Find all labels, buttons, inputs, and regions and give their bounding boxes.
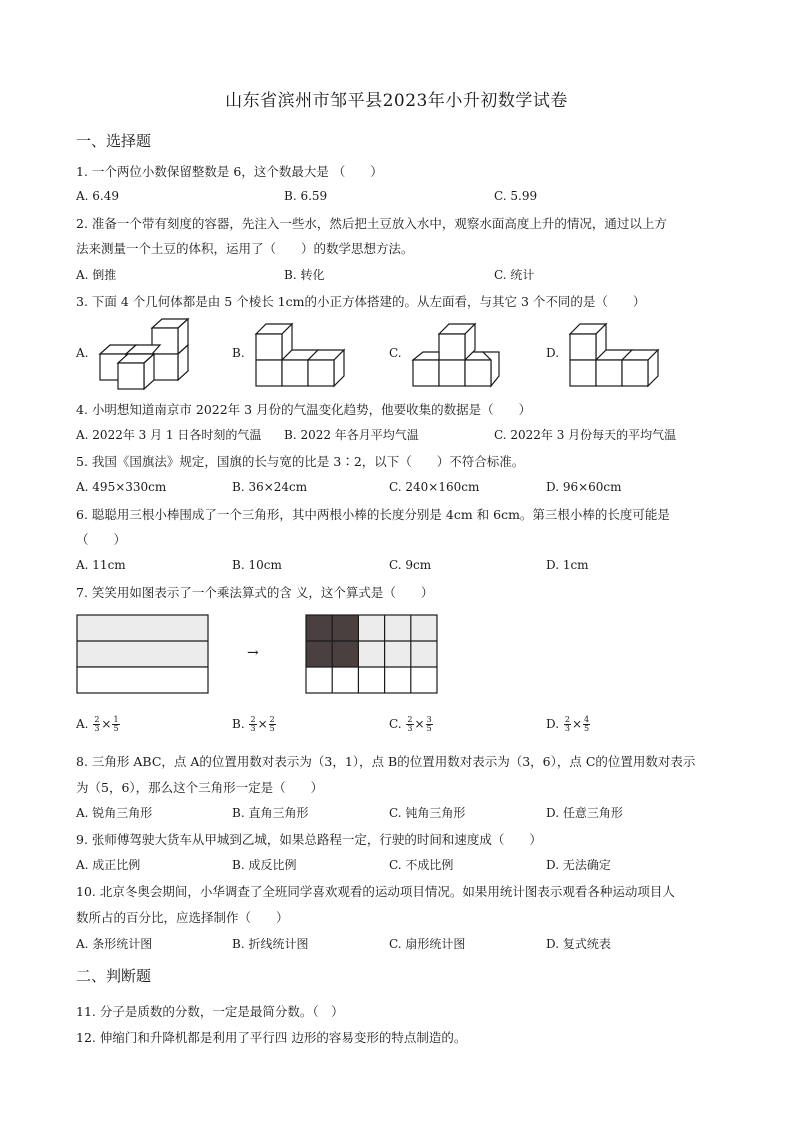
q5-option-c[interactable]: C. 240×160cm: [389, 480, 480, 494]
question-2-line-2: 法来测量一个土豆的体积，运用了（ ）的数学思想方法。: [76, 241, 414, 256]
q3-option-a[interactable]: A.: [76, 346, 89, 360]
page-title: 山东省滨州市邹平县2023年小升初数学试卷: [225, 91, 568, 111]
question-7: 7. 笑笑用如图表示了一个乘法算式的含 义，这个算式是（ ）: [76, 585, 434, 600]
q8-option-b[interactable]: B. 直角三角形: [232, 806, 309, 820]
question-5: 5. 我国《国旗法》规定，国旗的长与宽的比是 3∶2，以下（ ）不符合标准。: [76, 454, 525, 469]
q3-figure-c: [411, 322, 507, 388]
q7-arrow: →: [247, 645, 259, 661]
question-6-line-1: 6. 聪聪用三根小棒围成了一个三角形，其中两根小棒的长度分别是 4cm 和 6cm。第三根小棒的长度可能是: [76, 507, 670, 522]
q6-option-c[interactable]: C. 9cm: [389, 558, 432, 572]
q6-option-a[interactable]: A. 11cm: [76, 558, 126, 572]
q4-option-b[interactable]: B. 2022 年各月平均气温: [284, 428, 419, 442]
section-judge-heading: 二、判断题: [76, 967, 152, 985]
question-12: 12. 伸缩门和升降机都是利用了平行四 边形的容易变形的特点制造的。: [76, 1030, 467, 1045]
question-6-line-2: （ ）: [76, 532, 127, 547]
q10-option-c[interactable]: C. 扇形统计图: [389, 937, 466, 951]
q9-option-d[interactable]: D. 无法确定: [546, 858, 611, 872]
q7-figure-right: [305, 614, 439, 694]
q7-option-a[interactable]: A. $\frac{2}{3}$ × $\frac{1}{5}$: [76, 715, 119, 733]
q8-option-a[interactable]: A. 锐角三角形: [76, 806, 153, 820]
q7-figure-left: [76, 614, 210, 694]
q1-option-a[interactable]: A. 6.49: [76, 189, 120, 203]
q3-figure-a: [98, 318, 194, 392]
q7-option-c[interactable]: C. $\frac{2}{3}$ × $\frac{3}{5}$: [389, 715, 432, 733]
q9-option-b[interactable]: B. 成反比例: [232, 858, 297, 872]
q3-figure-b: [254, 322, 350, 388]
q1-option-b[interactable]: B. 6.59: [284, 189, 328, 203]
q5-option-d[interactable]: D. 96×60cm: [546, 480, 622, 494]
question-10-line-2: 数所占的百分比，应选择制作（ ）: [76, 910, 289, 925]
q4-option-a[interactable]: A. 2022年 3 月 1 日各时刻的气温: [76, 428, 262, 442]
question-10-line-1: 10. 北京冬奥会期间，小华调查了全班同学喜欢观看的运动项目情况。如果用统计图表示观看各种运动项目人: [76, 884, 675, 899]
question-4: 4. 小明想知道南京市 2022年 3 月份的气温变化趋势，他要收集的数据是（ ）: [76, 402, 532, 417]
question-9: 9. 张师傅驾驶大货车从甲城到乙城，如果总路程一定，行驶的时间和速度成（ ）: [76, 832, 542, 847]
question-11: 11. 分子是质数的分数，一定是最简分数。（ ）: [76, 1004, 344, 1019]
question-1: 1. 一个两位小数保留整数是 6，这个数最大是 （ ）: [76, 164, 383, 179]
q3-option-d[interactable]: D.: [546, 346, 560, 360]
q10-option-a[interactable]: A. 条形统计图: [76, 937, 153, 951]
q3-figure-d: [568, 322, 664, 388]
q3-option-b[interactable]: B.: [232, 346, 245, 360]
q8-option-c[interactable]: C. 钝角三角形: [389, 806, 466, 820]
q5-option-a[interactable]: A. 495×330cm: [76, 480, 167, 494]
q6-option-b[interactable]: B. 10cm: [232, 558, 282, 572]
question-8-line-2: 为（5，6），那么这个三角形一定是（ ）: [76, 780, 324, 795]
q8-option-d[interactable]: D. 任意三角形: [546, 806, 623, 820]
question-2-line-1: 2. 准备一个带有刻度的容器，先注入一些水，然后把土豆放入水中，观察水面高度上升的情况，通过以上方: [76, 216, 667, 231]
q3-option-c[interactable]: C.: [389, 346, 402, 360]
q7-option-d[interactable]: D. $\frac{2}{3}$ × $\frac{4}{5}$: [546, 715, 590, 733]
q2-option-b[interactable]: B. 转化: [284, 268, 325, 282]
question-8-line-1: 8. 三角形 ABC，点 A的位置用数对表示为（3，1），点 B的位置用数对表示为（3，6），点 C的位置用数对表示: [76, 754, 696, 769]
q2-option-a[interactable]: A. 倒推: [76, 268, 117, 282]
q9-option-a[interactable]: A. 成正比例: [76, 858, 141, 872]
q9-option-c[interactable]: C. 不成比例: [389, 858, 454, 872]
q2-option-c[interactable]: C. 统计: [494, 268, 535, 282]
q10-option-d[interactable]: D. 复式统表: [546, 937, 611, 951]
section-choice-heading: 一、选择题: [76, 132, 152, 150]
q10-option-b[interactable]: B. 折线统计图: [232, 937, 309, 951]
q5-option-b[interactable]: B. 36×24cm: [232, 480, 308, 494]
question-3: 3. 下面 4 个几何体都是由 5 个棱长 1cm的小正方体搭建的。从左面看，与其它 3 个不同的是（ ）: [76, 294, 646, 309]
q1-option-c[interactable]: C. 5.99: [494, 189, 538, 203]
q4-option-c[interactable]: C. 2022年 3 月份每天的平均气温: [494, 428, 677, 442]
q6-option-d[interactable]: D. 1cm: [546, 558, 589, 572]
q7-option-b[interactable]: B. $\frac{2}{3}$ × $\frac{2}{5}$: [232, 715, 275, 733]
